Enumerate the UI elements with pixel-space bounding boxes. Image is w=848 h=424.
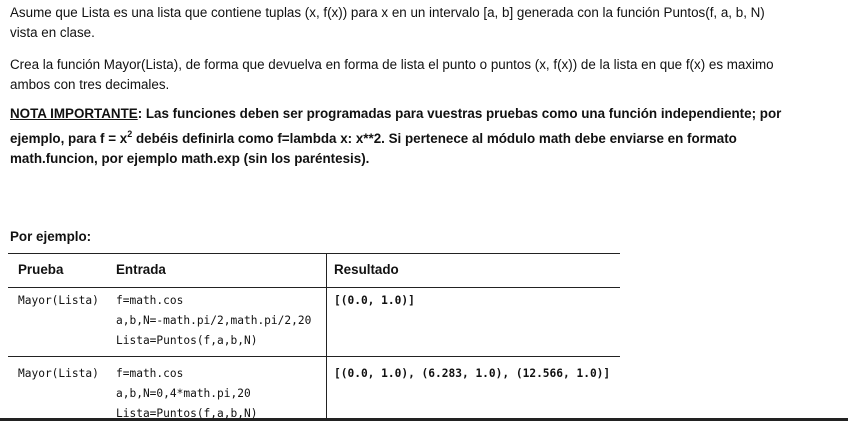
note-line-1 xyxy=(10,104,846,124)
intro-line-1: Asume que Lista es una lista que contiene tuplas (x, f(x)) para x en un intervalo [a, b] generada con la función Puntos(f, a, b, N) xyxy=(10,5,765,20)
task-paragraph xyxy=(10,55,846,95)
note-superscript: 2 xyxy=(127,129,133,139)
important-note xyxy=(10,104,846,169)
table-row-rule xyxy=(8,356,620,357)
header-resultado: Resultado xyxy=(334,262,399,277)
row2-prueba: Mayor(Lista) xyxy=(18,367,99,380)
note-line-2 xyxy=(10,124,846,149)
row1-entrada-2: a,b,N=-math.pi/2,math.pi/2,20 xyxy=(116,314,312,327)
note-line-2a: ejemplo, para f = x xyxy=(10,131,128,146)
task-line-2: ambos con tres decimales. xyxy=(10,77,170,92)
note-heading: NOTA IMPORTANTE xyxy=(10,106,138,121)
row2-entrada-1: f=math.cos xyxy=(116,367,184,380)
intro-line-2: vista en clase. xyxy=(10,25,95,40)
row2-entrada-2: a,b,N=0,4*math.pi,20 xyxy=(116,387,251,400)
header-prueba: Prueba xyxy=(18,262,64,277)
table-header-rule xyxy=(8,287,620,288)
header-entrada: Entrada xyxy=(116,262,166,277)
row1-resultado: [(0.0, 1.0)] xyxy=(334,294,415,307)
note-line-1-text: : Las funciones deben ser programadas para vuestras pruebas como una función independiente; por xyxy=(137,106,782,121)
intro-paragraph xyxy=(10,3,846,43)
table-column-divider xyxy=(326,253,327,419)
row1-entrada-3: Lista=Puntos(f,a,b,N) xyxy=(116,334,258,347)
note-line-3: math.funcion, por ejemplo math.exp (sin los paréntesis). xyxy=(10,151,370,166)
example-label: Por ejemplo: xyxy=(10,229,92,244)
table-top-rule xyxy=(8,253,620,254)
row1-prueba: Mayor(Lista) xyxy=(18,294,99,307)
note-line-2b: debéis definirla como f=lambda x: x**2. Si pertenece al módulo math debe enviarse en formato xyxy=(132,131,737,146)
row2-entrada-3: Lista=Puntos(f,a,b,N) xyxy=(116,407,258,420)
row2-resultado: [(0.0, 1.0), (6.283, 1.0), (12.566, 1.0)] xyxy=(334,367,611,380)
row1-entrada-1: f=math.cos xyxy=(116,294,184,307)
task-line-1: Crea la función Mayor(Lista), de forma que devuelva en forma de lista el punto o puntos (x, f(x)) de la lista en que f(x) es maximo xyxy=(10,57,774,72)
